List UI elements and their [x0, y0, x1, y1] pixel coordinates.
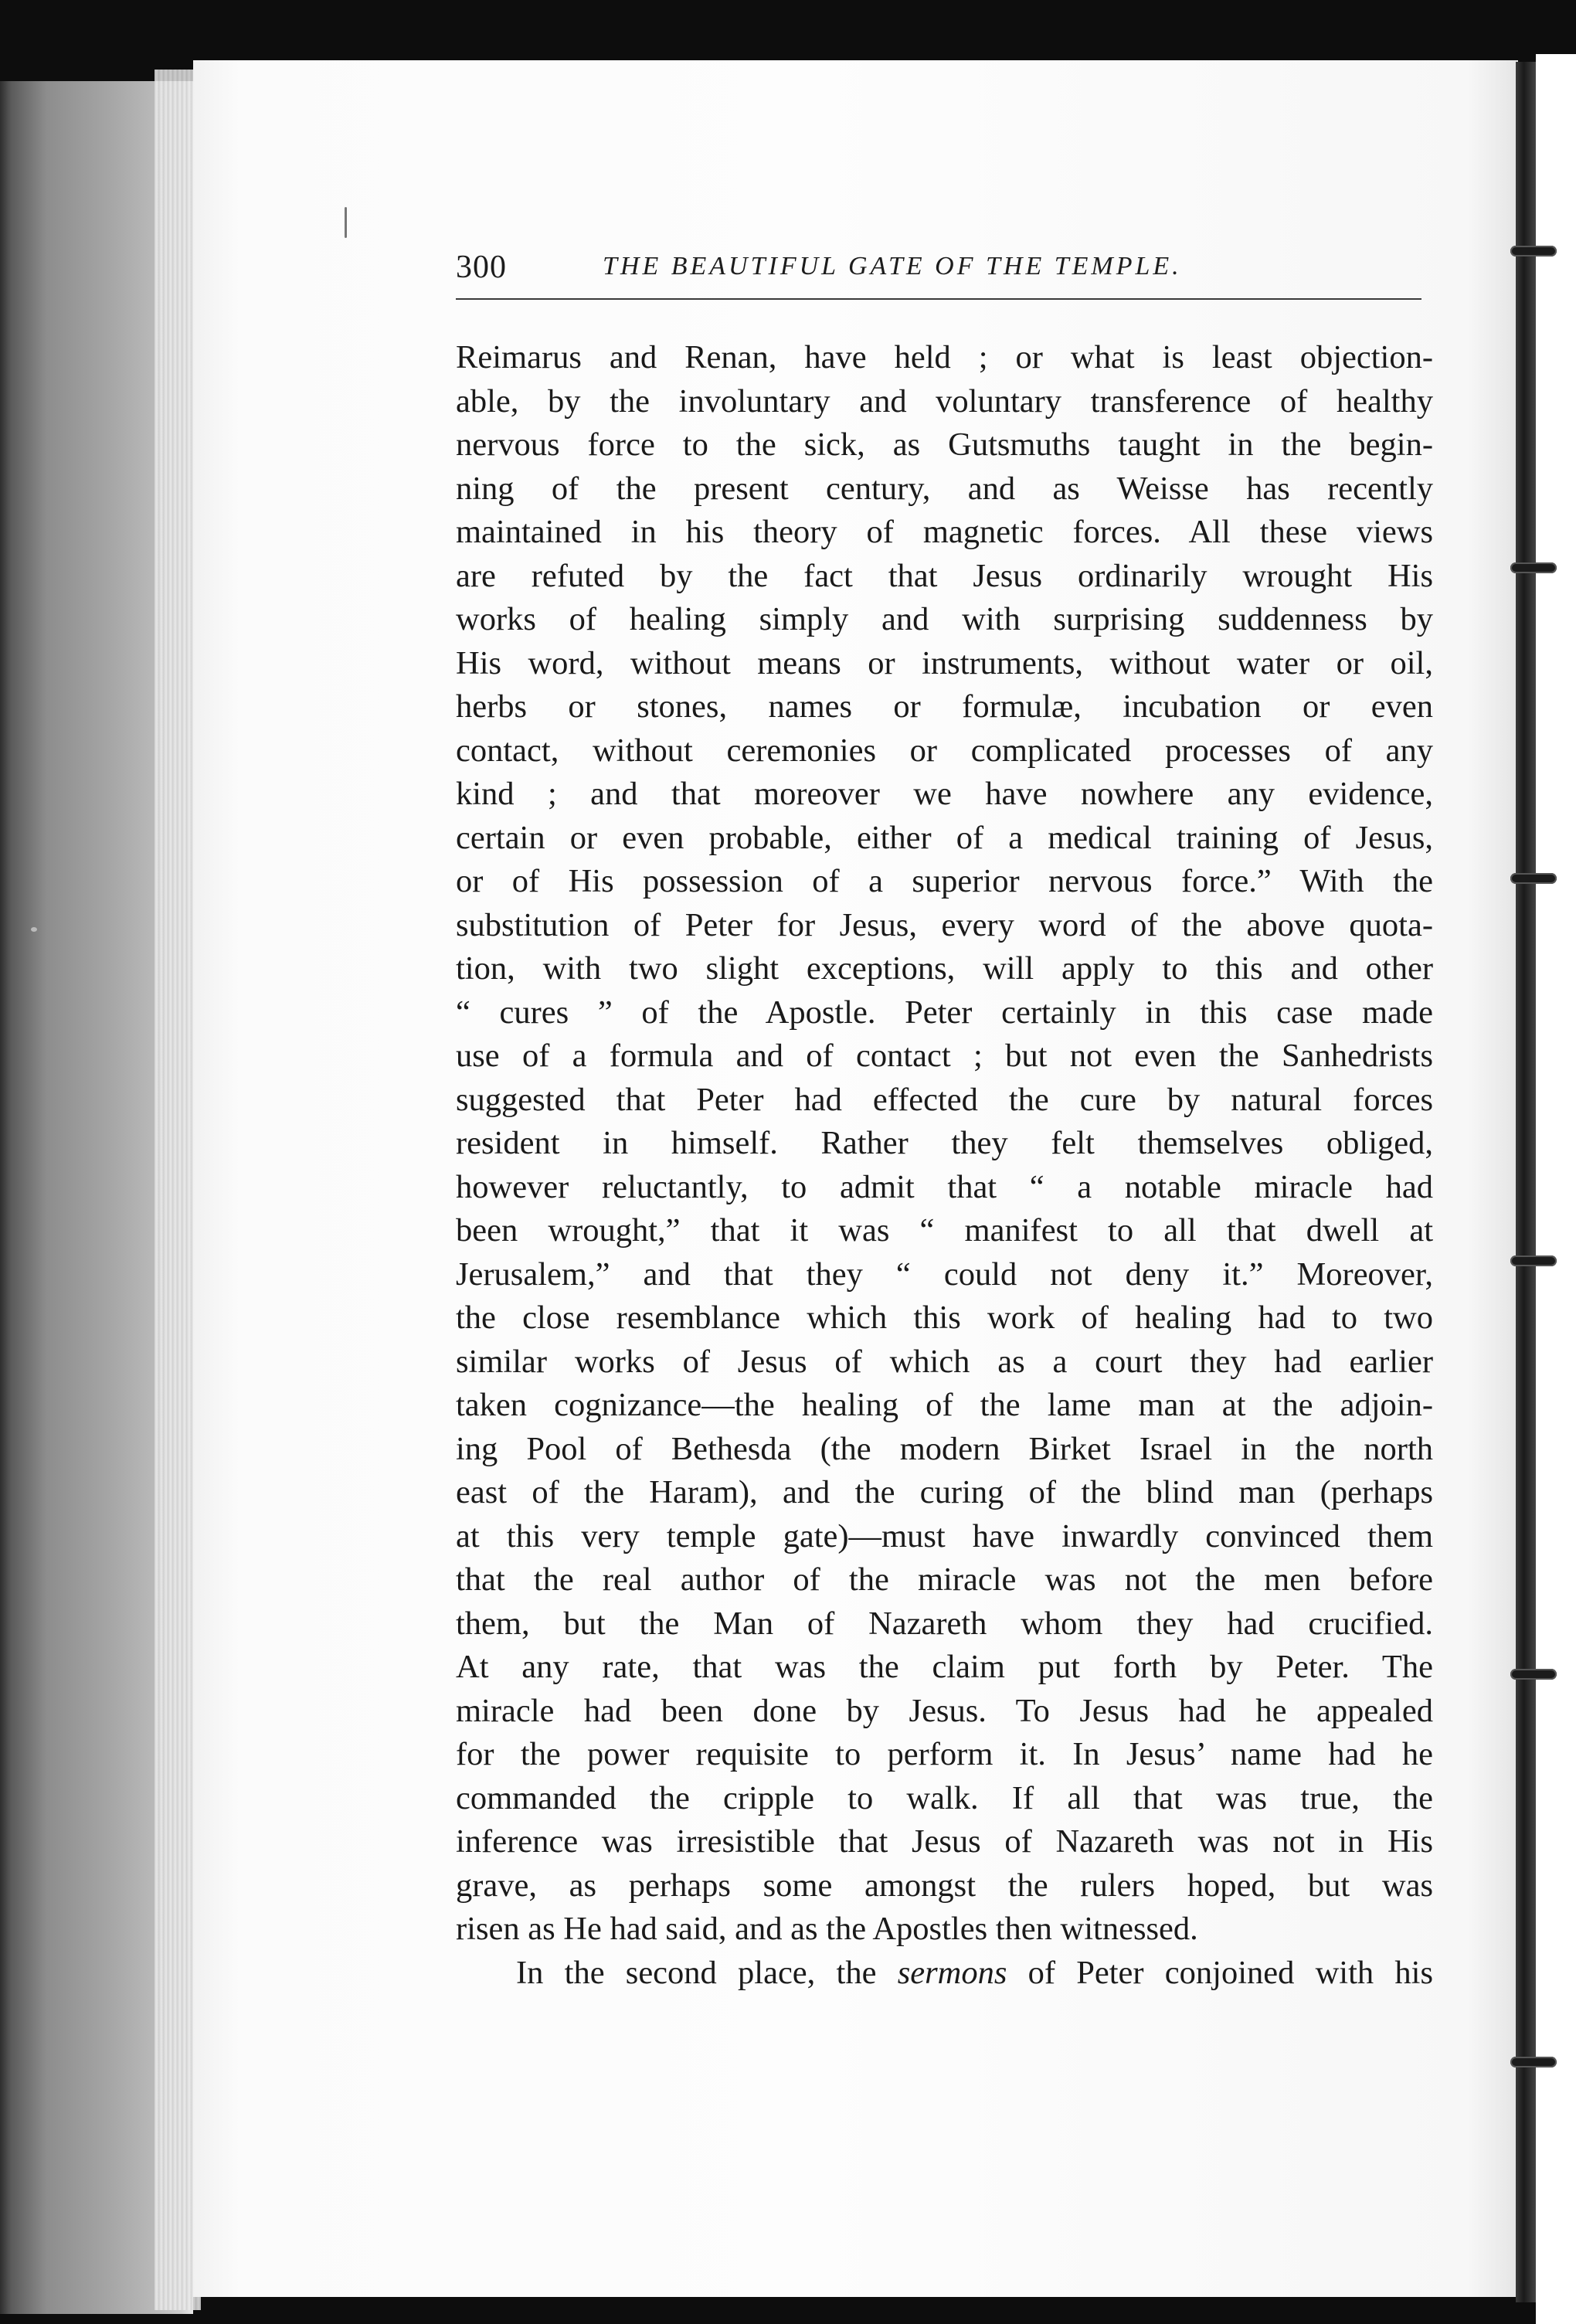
text-line: substitution of Peter for Jesus, every word of the above quota-	[456, 906, 1433, 943]
text-line: maintained in his theory of magnetic forces. All these views	[456, 514, 1433, 550]
text-line: or of His possession of a superior nervous force.” With the	[456, 863, 1433, 899]
text-line: able, by the involuntary and voluntary transference of healthy	[456, 382, 1433, 420]
text-line: contact, without ceremonies or complicated processes of any	[456, 732, 1433, 769]
background-margin	[1536, 54, 1576, 2324]
scan-mark	[345, 207, 347, 238]
text-line: herbs or stones, names or formulæ, incubation or even	[456, 688, 1433, 725]
binding-ring	[1510, 1669, 1557, 1680]
binding-ring	[1510, 873, 1557, 884]
paragraph-start-line	[456, 1952, 1433, 1996]
text-line: that the real author of the miracle was not the men before	[456, 1561, 1433, 1598]
binding-strip	[1516, 62, 1536, 2302]
binding-ring	[1510, 246, 1557, 257]
text-line: at this very temple gate)—must have inwardly convinced them	[456, 1517, 1433, 1554]
text-line: for the power requisite to perform it. In Jesus’ name had he	[456, 1736, 1433, 1772]
running-head: THE BEAUTIFUL GATE OF THE TEMPLE.	[603, 252, 1182, 280]
page-header	[456, 246, 1429, 298]
text-line: been wrought,” that it was “ manifest to all that dwell at	[456, 1212, 1433, 1249]
text-line: east of the Haram), and the curing of the blind man (perhaps	[456, 1474, 1433, 1510]
text-line: kind ; and that moreover we have nowhere any evidence,	[456, 776, 1433, 812]
binding-ring	[1510, 1255, 1557, 1266]
text-line: use of a formula and of contact ; but not even the Sanhedrists	[456, 1038, 1433, 1074]
text-line: tion, with two slight exceptions, will apply to this and other	[456, 950, 1433, 987]
text-line: miracle had been done by Jesus. To Jesus had he appealed	[456, 1692, 1433, 1729]
text-line: taken cognizance—the healing of the lame man at the adjoin-	[456, 1387, 1433, 1423]
text-line: nervous force to the sick, as Gutsmuths taught in the begin-	[456, 426, 1433, 463]
text-line: inference was irresistible that Jesus of Nazareth was not in His	[456, 1823, 1433, 1860]
text-line: His word, without means or instruments, without water or oil,	[456, 644, 1433, 681]
text-run: In the second place, the	[516, 1954, 898, 1991]
text-line: however reluctantly, to admit that “ a notable miracle had	[456, 1168, 1433, 1205]
text-line: “ cures ” of the Apostle. Peter certainly in this case made	[456, 994, 1433, 1031]
text-line: commanded the cripple to walk. If all that was true, the	[456, 1779, 1433, 1816]
text-line: Reimarus and Renan, have held ; or what is least objection-	[456, 339, 1433, 375]
text-line: similar works of Jesus of which as a court they had earlier	[456, 1343, 1433, 1380]
header-rule	[456, 298, 1421, 300]
text-line: resident in himself. Rather they felt themselves obliged,	[456, 1125, 1433, 1161]
binding-ring	[1510, 562, 1557, 573]
text-line: grave, as perhaps some amongst the rulers hoped, but was	[456, 1867, 1433, 1904]
text-line: them, but the Man of Nazareth whom they had crucified.	[456, 1605, 1433, 1642]
text-line: works of healing simply and with surprising suddenness by	[456, 601, 1433, 637]
scan-mark	[31, 927, 37, 932]
text-line: are refuted by the fact that Jesus ordinarily wrought His	[456, 557, 1433, 594]
text-line: Jerusalem,” and that they “ could not deny it.” Moreover,	[456, 1255, 1433, 1293]
text-run: of Peter conjoined with his	[1007, 1954, 1433, 1991]
text-line: suggested that Peter had effected the cure by natural forces	[456, 1081, 1433, 1118]
text-line: ning of the present century, and as Weisse has recently	[456, 470, 1433, 507]
body-text	[456, 336, 1433, 1995]
italic-emphasis: sermons	[897, 1954, 1007, 1991]
text-line: the close resemblance which this work of healing had to two	[456, 1300, 1433, 1336]
binding-ring	[1510, 2057, 1557, 2067]
text-line: certain or even probable, either of a medical training of Jesus,	[456, 819, 1433, 856]
text-line: risen as He had said, and as the Apostles then witnessed.	[456, 1911, 1198, 1947]
text-line: At any rate, that was the claim put forth by Peter. The	[456, 1649, 1433, 1685]
text-line: ing Pool of Bethesda (the modern Birket Israel in the north	[456, 1430, 1433, 1467]
page-number: 300	[456, 250, 507, 285]
